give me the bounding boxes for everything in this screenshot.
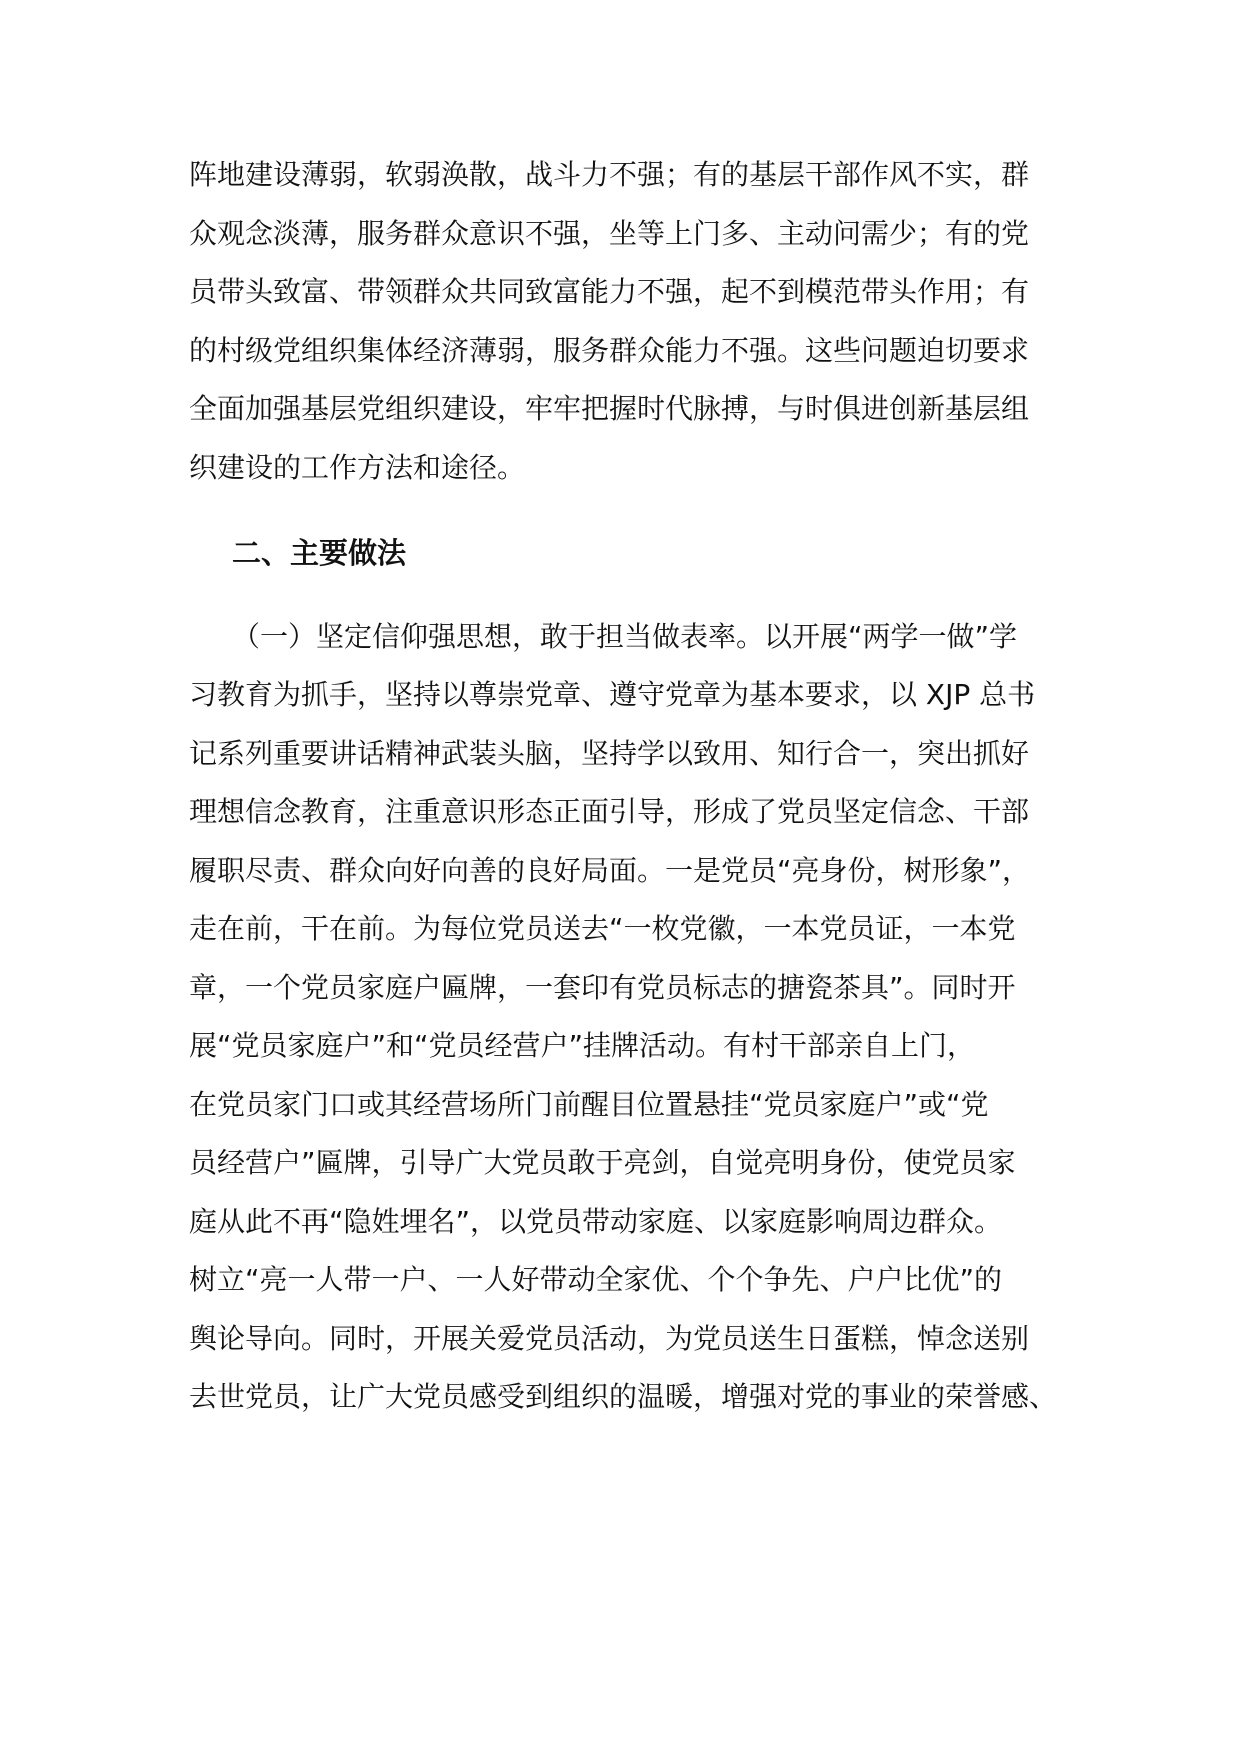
text-line: 全面加强基层党组织建设，牢牢把握时代脉搏，与时俱进创新基层组 (189, 392, 1030, 425)
text-line: 树立“亮一人带一户、一人好带动全家优、个个争先、户户比优”的 (189, 1263, 1003, 1296)
text-line: 庭从此不再“隐姓埋名”，以党员带动家庭、以家庭影响周边群众。 (189, 1205, 1003, 1238)
text-line: 理想信念教育，注重意识形态正面引导，形成了党员坚定信念、干部 (189, 795, 1030, 828)
text-line: 履职尽责、群众向好向善的良好局面。一是党员“亮身份，树形象”， (189, 854, 1031, 887)
text-line: 走在前，干在前。为每位党员送去“一枚党徽，一本党员证，一本党 (189, 912, 1016, 945)
text-line: 展“党员家庭户”和“党员经营户”挂牌活动。有村干部亲自上门， (189, 1029, 976, 1062)
text-line: 舆论导向。同时，开展关爱党员活动，为党员送生日蛋糕，悼念送别 (189, 1322, 1030, 1355)
text-line: 记系列重要讲话精神武装头脑，坚持学以致用、知行合一，突出抓好 (189, 737, 1030, 770)
text-line: （一）坚定信仰强思想，敢于担当做表率。以开展“两学一做”学 (232, 620, 1018, 653)
text-line: 章，一个党员家庭户匾牌，一套印有党员标志的搪瓷茶具”。同时开 (189, 971, 1016, 1004)
text-line: 的村级党组织集体经济薄弱，服务群众能力不强。这些问题迫切要求 (189, 334, 1030, 367)
text-line: 众观念淡薄，服务群众意识不强，坐等上门多、主动问需少；有的党 (189, 217, 1030, 250)
text-line: 阵地建设薄弱，软弱涣散，战斗力不强；有的基层干部作风不实，群 (189, 158, 1030, 191)
text-line: 去世党员，让广大党员感受到组织的温暖，增强对党的事业的荣誉感、 (189, 1380, 1058, 1413)
text-line: 在党员家门口或其经营场所门前醒目位置悬挂“党员家庭户”或“党 (189, 1088, 989, 1121)
text-line: 员经营户”匾牌，引导广大党员敢于亮剑，自觉亮明身份，使党员家 (189, 1146, 1016, 1179)
text-line: 员带头致富、带领群众共同致富能力不强，起不到模范带头作用；有 (189, 275, 1030, 308)
text-line: 习教育为抓手，坚持以尊崇党章、遵守党章为基本要求，以 XJP 总书 (189, 678, 1036, 711)
text-line: 织建设的工作方法和途径。 (189, 451, 526, 484)
section-heading: 二、主要做法 (232, 536, 407, 570)
